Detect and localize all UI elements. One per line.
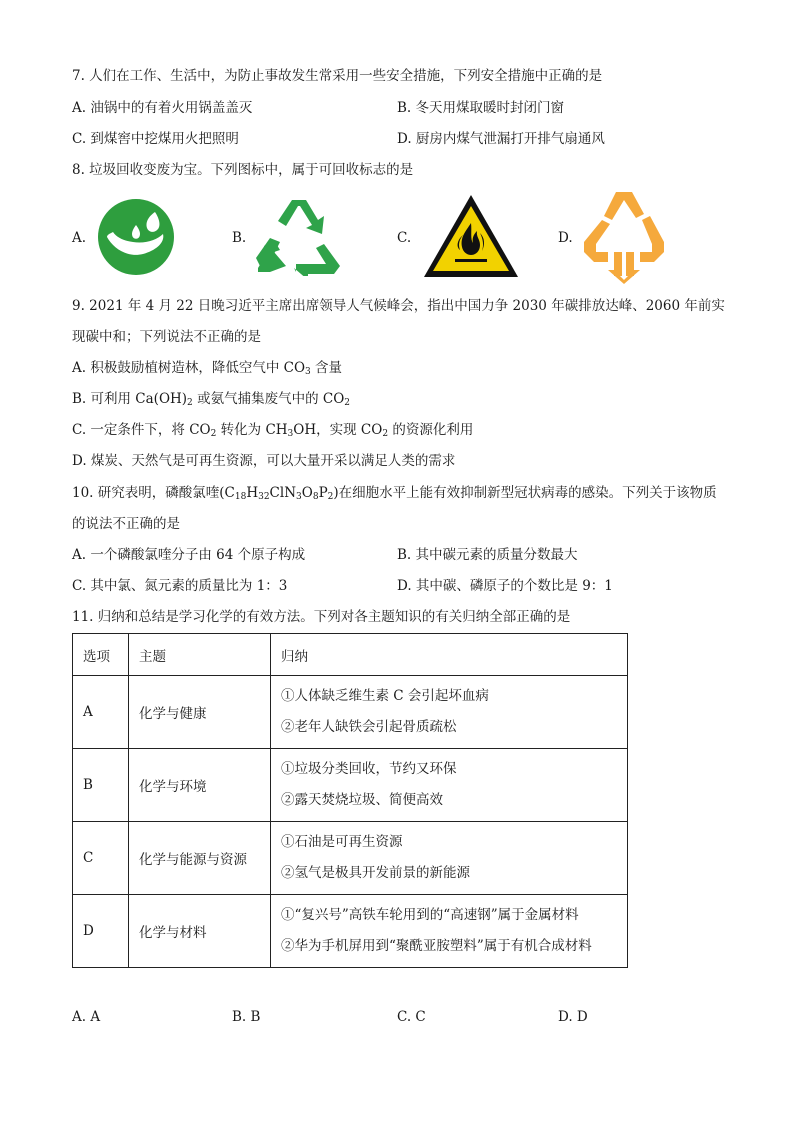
recycle-arrows-icon: [256, 196, 342, 276]
q11-answer-c: C. C: [397, 1009, 426, 1025]
q9-option-a: A. 积极鼓励植树造林，降低空气中 $CO_3$ 含量: [72, 360, 343, 377]
table-header-row: [73, 634, 628, 676]
summary-item: ②老年人缺铁会引起骨质疏松: [281, 719, 457, 735]
row-option: B: [73, 749, 129, 822]
q11-answer-b: B. B: [232, 1009, 261, 1025]
table-row: [73, 676, 628, 749]
row-summary: [271, 822, 628, 895]
q8-label-c: C.: [397, 230, 412, 246]
row-topic: 化学与材料: [129, 895, 271, 968]
q7-option-d: D. 厨房内煤气泄漏打开排气扇通风: [397, 131, 605, 147]
q7-option-c: C. 到煤窖中挖煤用火把照明: [72, 131, 239, 147]
table-row: [73, 822, 628, 895]
flammable-warning-icon: [422, 193, 520, 279]
row-option: D: [73, 895, 129, 968]
summary-item: ②华为手机屏用到“聚酰亚胺塑料”属于有机合成材料: [281, 938, 592, 954]
q9-stem-line1: 9. 2021 年 4 月 22 日晚习近平主席出席领导人气候峰会，指出中国力争 2030 年碳排放达峰、2060 年前实: [72, 298, 725, 314]
q10-option-b: B. 其中碳元素的质量分数最大: [397, 547, 578, 563]
summary-item: ①人体缺乏维生素 C 会引起坏血病: [281, 688, 489, 704]
recycle-triangle-icon: [582, 190, 666, 286]
q9-stem-line2: 现碳中和；下列说法不正确的是: [72, 329, 261, 345]
q11-summary-table: [72, 633, 628, 968]
row-topic: 化学与健康: [129, 676, 271, 749]
header-topic: 主题: [129, 634, 271, 676]
q9-option-c: C. 一定条件下，将 $CO_2$ 转化为 $CH_3OH$，实现 $CO_2$ 的资源化利用: [72, 422, 474, 439]
q8-label-d: D.: [558, 230, 573, 246]
q8-label-b: B.: [232, 230, 247, 246]
q10-option-d: D. 其中碳、磷原子的个数比是 9：1: [397, 578, 613, 594]
table-row: [73, 895, 628, 968]
q10-option-c: C. 其中氯、氮元素的质量比为 1：3: [72, 578, 288, 594]
q7-stem: 7. 人们在工作、生活中，为防止事故发生常采用一些安全措施，下列安全措施中正确的是: [72, 68, 603, 84]
q11-answer-d: D. D: [558, 1009, 588, 1025]
header-option: 选项: [73, 634, 129, 676]
row-option: C: [73, 822, 129, 895]
header-summary: 归纳: [271, 634, 628, 676]
summary-item: ①垃圾分类回收，节约又环保: [281, 761, 457, 777]
row-topic: 化学与能源与资源: [129, 822, 271, 895]
q8-stem: 8. 垃圾回收变废为宝。下列图标中，属于可回收标志的是: [72, 162, 414, 178]
summary-item: ②露天焚烧垃圾、简便高效: [281, 792, 443, 808]
q10-option-a: A. 一个磷酸氯喹分子由 64 个原子构成: [72, 547, 306, 563]
q11-answer-a: A. A: [72, 1009, 101, 1025]
q10-stem-line2: 的说法不正确的是: [72, 516, 180, 532]
row-summary: [271, 676, 628, 749]
summary-item: ①石油是可再生资源: [281, 834, 403, 850]
row-summary: [271, 749, 628, 822]
q11-stem: 11. 归纳和总结是学习化学的有效方法。下列对各主题知识的有关归纳全部正确的是: [72, 609, 571, 625]
q7-option-b: B. 冬天用煤取暖时封闭门窗: [397, 100, 565, 116]
q9-option-b: B. 可利用 $Ca(OH)_2$ 或氨气捕集废气中的 $CO_2$: [72, 391, 350, 408]
summary-item: ②氢气是极具开发前景的新能源: [281, 865, 470, 881]
row-summary: [271, 895, 628, 968]
q7-option-a: A. 油锅中的有着火用锅盖盖灭: [72, 100, 253, 116]
q10-stem-line1: 10. 研究表明，磷酸氯喹$(C_{18}H_{32}ClN_3O_8P_2)$在细胞水平上能有效抑制新型冠状病毒的感染。下列关于该物质: [72, 485, 717, 502]
table-row: [73, 749, 628, 822]
q8-label-a: A.: [72, 230, 87, 246]
summary-item: ①“复兴号”高铁车轮用到的“高速钢”属于金属材料: [281, 907, 579, 923]
water-saving-icon: [97, 198, 175, 276]
row-topic: 化学与环境: [129, 749, 271, 822]
row-option: A: [73, 676, 129, 749]
q9-option-d: D. 煤炭、天然气是可再生资源，可以大量开采以满足人类的需求: [72, 453, 456, 469]
